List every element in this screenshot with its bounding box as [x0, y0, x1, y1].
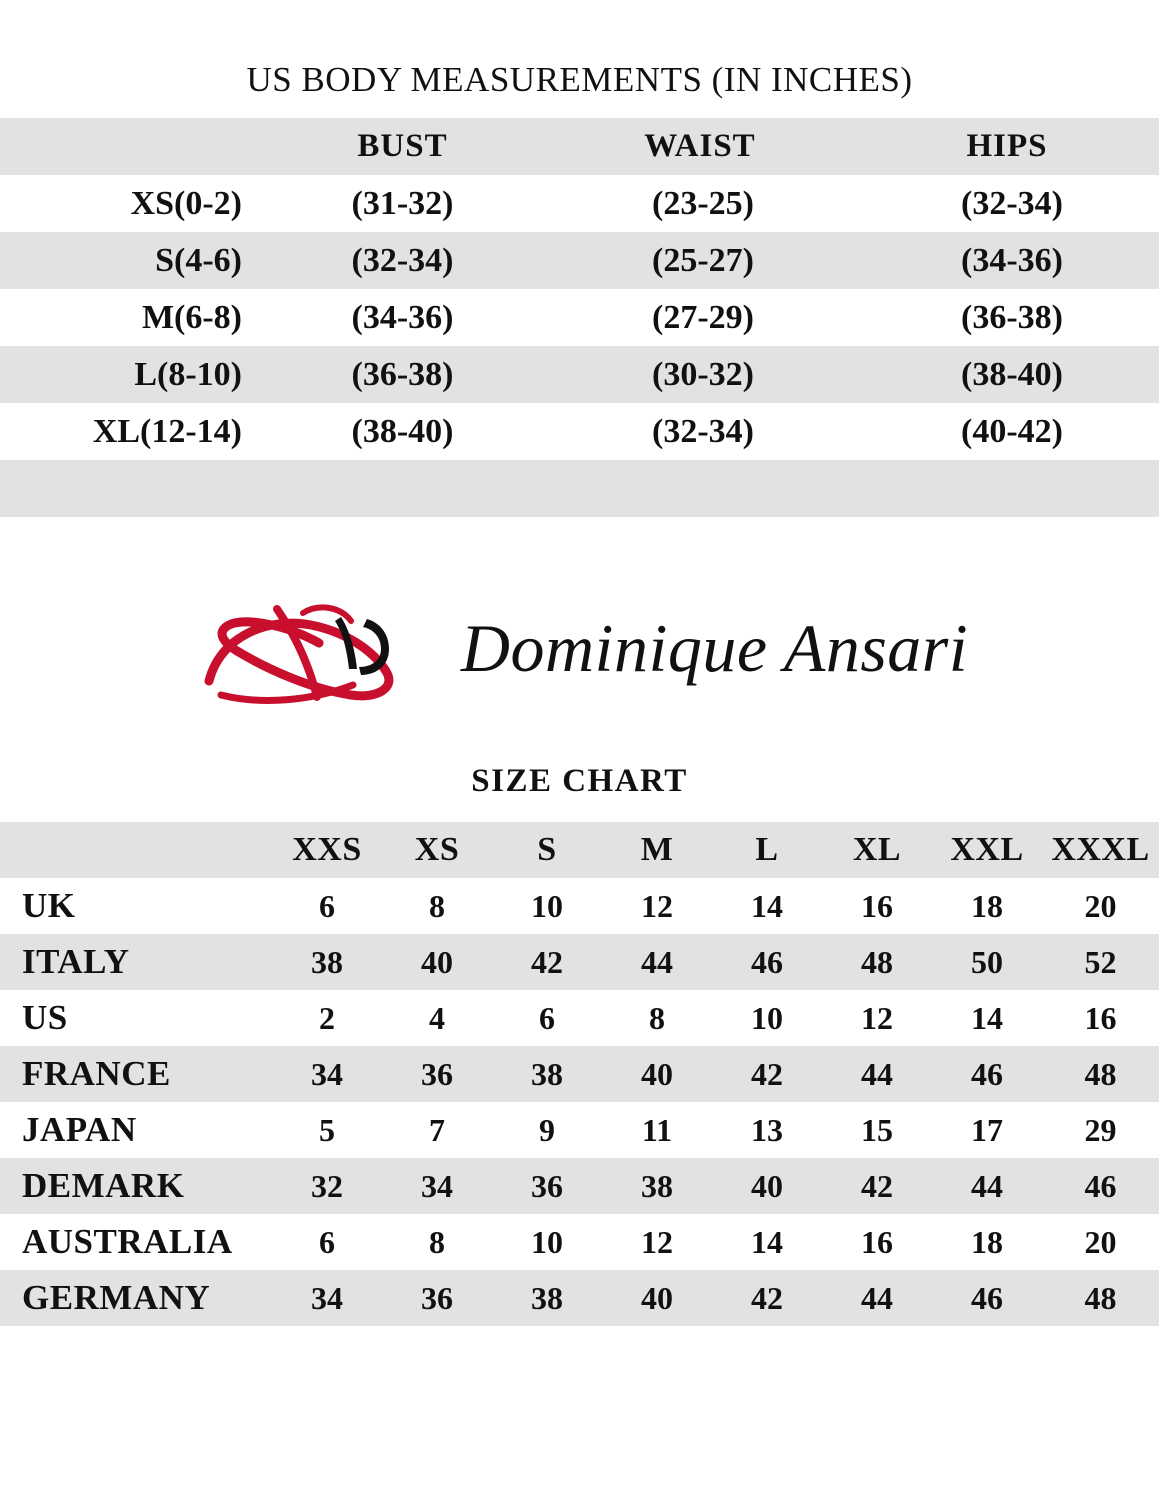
row-bust-value: (31-32) [351, 184, 454, 222]
cell-value: 8 [649, 999, 665, 1036]
cell-value: 32 [311, 1167, 343, 1204]
cell-value: 18 [971, 1223, 1003, 1260]
column-header-waist: WAIST [644, 128, 756, 164]
spacer-cell [545, 460, 855, 517]
cell-value: 38 [641, 1167, 673, 1204]
row-country-label: FRANCE [22, 1054, 171, 1093]
row-bust-value: (34-36) [351, 298, 454, 336]
row-bust-value: (38-40) [351, 412, 454, 450]
column-header-xxl: XXL [950, 831, 1024, 868]
table-header-row [0, 118, 1159, 175]
table-row [0, 346, 1159, 403]
cell-value: 44 [971, 1167, 1003, 1204]
cell-value: 38 [531, 1055, 563, 1092]
cell-value: 18 [971, 887, 1003, 924]
cell-value: 40 [641, 1055, 673, 1092]
row-country-label: UK [22, 886, 76, 925]
size-chart-title: SIZE CHART [471, 763, 688, 799]
cell-value: 10 [531, 887, 563, 924]
us-measurements-table [0, 118, 1159, 517]
row-country-label: DEMARK [22, 1166, 185, 1205]
cell-value: 34 [311, 1279, 343, 1316]
column-header-xs: XS [414, 831, 460, 868]
row-hips-value: (40-42) [961, 412, 1063, 450]
cell-value: 44 [641, 943, 673, 980]
table-row [0, 934, 1159, 990]
cell-value: 15 [861, 1111, 893, 1148]
column-header-hips: HIPS [966, 128, 1048, 164]
row-country-label: ITALY [22, 942, 130, 981]
brand-name: Dominique Ansari [460, 609, 969, 686]
cell-value: 13 [751, 1111, 783, 1148]
cell-value: 50 [971, 943, 1003, 980]
cell-value: 12 [861, 999, 893, 1036]
cell-value: 34 [311, 1055, 343, 1092]
cell-value: 46 [971, 1279, 1003, 1316]
column-header-bust: BUST [357, 128, 448, 164]
row-size-label: XS(0-2) [130, 184, 242, 222]
cell-value: 5 [319, 1111, 335, 1148]
cell-value: 6 [539, 999, 555, 1036]
cell-value: 36 [421, 1055, 453, 1092]
cell-value: 38 [531, 1279, 563, 1316]
cell-value: 36 [421, 1279, 453, 1316]
cell-value: 46 [971, 1055, 1003, 1092]
cell-value: 7 [429, 1111, 445, 1148]
table-row [0, 1214, 1159, 1270]
column-header-xl: XL [852, 831, 902, 868]
cell-value: 8 [429, 887, 445, 924]
cell-value: 42 [751, 1055, 783, 1092]
cell-value: 10 [751, 999, 783, 1036]
cell-value: 11 [641, 1111, 673, 1148]
spacer-cell [0, 460, 260, 517]
cell-value: 48 [861, 943, 893, 980]
row-waist-value: (25-27) [652, 241, 754, 279]
cell-value: 2 [319, 999, 335, 1036]
size-chart-table [0, 822, 1159, 1326]
row-size-label: XL(12-14) [92, 412, 242, 450]
cell-value: 40 [641, 1279, 673, 1316]
column-header-xxxl: XXXL [1051, 831, 1150, 868]
cell-value: 20 [1084, 1223, 1117, 1260]
table-header-row [0, 822, 1159, 878]
cell-value: 38 [311, 943, 343, 980]
column-header-l: L [755, 831, 779, 868]
cell-value: 46 [1084, 1167, 1117, 1204]
cell-value: 12 [641, 1223, 673, 1260]
row-waist-value: (30-32) [652, 355, 754, 393]
da-monogram-logo-icon [191, 573, 421, 723]
cell-value: 17 [971, 1111, 1003, 1148]
table-row [0, 1102, 1159, 1158]
column-header-blank [0, 822, 272, 878]
column-header-blank [0, 118, 260, 175]
row-hips-value: (34-36) [961, 241, 1063, 279]
table-row [0, 1046, 1159, 1102]
us-measurements-title: US BODY MEASUREMENTS (IN INCHES) [246, 60, 913, 99]
cell-value: 29 [1084, 1111, 1117, 1148]
cell-value: 42 [751, 1279, 783, 1316]
row-bust-value: (36-38) [351, 355, 454, 393]
cell-value: 44 [861, 1279, 893, 1316]
row-hips-value: (38-40) [961, 355, 1063, 393]
table-row [0, 175, 1159, 232]
cell-value: 36 [531, 1167, 563, 1204]
row-hips-value: (32-34) [961, 184, 1063, 222]
cell-value: 40 [751, 1167, 783, 1204]
cell-value: 48 [1084, 1055, 1117, 1092]
cell-value: 4 [429, 999, 445, 1036]
cell-value: 12 [641, 887, 673, 924]
cell-value: 42 [861, 1167, 893, 1204]
row-country-label: US [22, 998, 68, 1037]
cell-value: 34 [421, 1167, 453, 1204]
cell-value: 10 [531, 1223, 563, 1260]
table-spacer-row [0, 460, 1159, 517]
row-waist-value: (27-29) [652, 298, 754, 336]
row-waist-value: (23-25) [652, 184, 754, 222]
row-waist-value: (32-34) [652, 412, 754, 450]
column-header-xxs: XXS [292, 831, 362, 868]
cell-value: 46 [751, 943, 783, 980]
table-row [0, 232, 1159, 289]
table-row [0, 403, 1159, 460]
row-size-label: L(8-10) [134, 355, 242, 393]
row-country-label: AUSTRALIA [22, 1222, 233, 1261]
cell-value: 6 [319, 1223, 335, 1260]
spacer-cell [855, 460, 1159, 517]
row-size-label: M(6-8) [141, 298, 242, 336]
table-row [0, 1158, 1159, 1214]
cell-value: 9 [539, 1111, 555, 1148]
column-header-m: M [640, 831, 674, 868]
cell-value: 14 [751, 1223, 783, 1260]
table-row [0, 990, 1159, 1046]
cell-value: 52 [1084, 943, 1117, 980]
cell-value: 14 [971, 999, 1003, 1036]
row-country-label: GERMANY [22, 1278, 211, 1317]
cell-value: 16 [1084, 999, 1117, 1036]
cell-value: 16 [861, 1223, 893, 1260]
cell-value: 8 [429, 1223, 445, 1260]
cell-value: 40 [421, 943, 453, 980]
cell-value: 6 [319, 887, 335, 924]
cell-value: 48 [1084, 1279, 1117, 1316]
table-row [0, 1270, 1159, 1326]
brand-block [0, 543, 1159, 753]
spacer-cell [260, 460, 545, 517]
row-country-label: JAPAN [22, 1110, 137, 1149]
row-bust-value: (32-34) [351, 241, 454, 279]
cell-value: 44 [861, 1055, 893, 1092]
cell-value: 16 [861, 887, 893, 924]
column-header-s: S [537, 831, 557, 868]
table-row [0, 878, 1159, 934]
row-size-label: S(4-6) [155, 241, 242, 279]
cell-value: 42 [531, 943, 563, 980]
cell-value: 20 [1084, 887, 1117, 924]
row-hips-value: (36-38) [961, 298, 1063, 336]
cell-value: 14 [751, 887, 783, 924]
table-row [0, 289, 1159, 346]
